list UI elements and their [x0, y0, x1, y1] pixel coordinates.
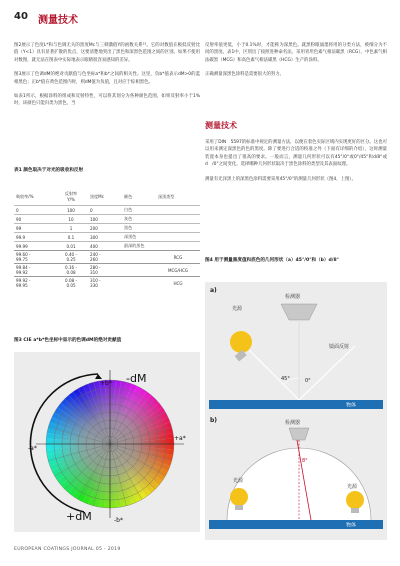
fig4-b-detector-label: 检测器 [285, 420, 301, 426]
figure4-panel [205, 282, 387, 540]
table-cell [122, 251, 156, 264]
plus-b-label: +b* [100, 380, 112, 387]
table-cell: 0 [14, 206, 54, 215]
table-cell [156, 224, 200, 233]
table-cell: 0.1 [54, 233, 88, 242]
fig4-a-label: a) [210, 287, 217, 294]
table1-caption: 表1 颜色取决于对光的吸收和反射 [14, 168, 84, 173]
minus-a-label: -a* [28, 445, 37, 452]
incident-beam [249, 350, 299, 400]
fig4-b-light-label-2: 光源 [347, 484, 358, 490]
figure3-color-wheel [14, 352, 200, 532]
table1-header-type: 深黑类型 [158, 193, 175, 199]
section-header-title: 测量技术 [38, 15, 78, 26]
table-cell: 99.99 [14, 242, 54, 251]
fig4-a-light-label: 光源 [232, 306, 243, 312]
table-cell: 100 [88, 215, 122, 224]
light-bulb-icon-b2 [346, 491, 364, 509]
table-cell: 0.16 - 0.08 [54, 264, 88, 277]
table-cell [122, 264, 156, 277]
right-paragraph-1: 反射率值更低，小于0.1%时，才能称为深黑色。就黑粉眼涌墨将用的分类方法，被细分为不同的黑度。表1中，区别出了按照进种命名法，采用青坦色素气相法碳黑（RCG）、中色素气相法碳黑（MCG）和高色素气相法碳黑（HCG）生产的涂料。 [205, 43, 387, 63]
fig4-angle-45: 45° [281, 376, 290, 382]
table-cell: 400 [88, 242, 122, 251]
table-cell: 1 [54, 224, 88, 233]
object-bar-b [209, 520, 383, 529]
table-cell: 10 [54, 215, 88, 224]
object-bar-a [209, 400, 383, 409]
table-cell: 240 - 260 [88, 251, 122, 264]
table-cell: 300 [88, 233, 122, 242]
table-row [14, 224, 200, 233]
table-cell: RCG [156, 251, 200, 264]
table-cell: 200 [88, 224, 122, 233]
right-column-text [205, 42, 387, 86]
light-bulb-icon-b [230, 488, 248, 506]
table-row [14, 215, 200, 224]
table-cell: 99.84 - 99.92 [14, 264, 54, 277]
table-cell [122, 277, 156, 290]
table-row [14, 206, 200, 215]
table-cell: 最深的黑色 [122, 242, 156, 251]
right-paragraph-2: 正确测量深黑色涂料是需要很大的努力。 [205, 72, 285, 78]
page-footer: EUROPEAN COATINGS JOURNAL 05 - 2019 [14, 547, 121, 552]
table-cell [156, 233, 200, 242]
table1-header-row [14, 190, 200, 206]
table-cell: 280 - 310 [88, 264, 122, 277]
table-cell: 100 [54, 206, 88, 215]
minus-dm-label: -dM [126, 372, 147, 385]
table-cell: MCG/HCG [156, 264, 200, 277]
table-cell: 黑色 [122, 224, 156, 233]
table1-header-reflect: 反射率 Y/% [64, 191, 78, 202]
figure4-caption: 图4 用于测量黑度值和底色的几何形状（a）45°/0°和（b）d/8° [205, 258, 339, 263]
figure3-panel [14, 352, 200, 532]
fig4-mirror-label: 镜面反射 [329, 344, 350, 350]
light-bulb-base-b [235, 505, 243, 510]
table-cell: 0 [88, 206, 122, 215]
detector-icon-b [289, 428, 309, 440]
table-cell: 0.40 - 0.25 [54, 251, 88, 264]
light-bulb-base-b2 [351, 508, 359, 513]
left-paragraph-3: 如表1所示，根据涂料的组成和反射特性，可以将其划分为各种颜色范围，如果反射率小于1%时，该颜色只能归类为黑色，当 [14, 94, 200, 107]
fig4-angle-0: 0° [305, 378, 311, 384]
left-paragraph-2: 图3展示了色调dM的绝对贡献值与色坐标a*和b*之间的相关性。这里，负b*值表示dM>0的蓝相黑色；正b*值在黄色范围内时，则dM值为负值，且对应于棕相黑色。 [14, 72, 200, 85]
table-cell: 99.92 - 99.95 [14, 277, 54, 290]
table-cell: 0.01 [54, 242, 88, 251]
table-row [14, 233, 200, 242]
fig4-b-light-label: 光源 [233, 478, 244, 484]
table-cell [156, 206, 200, 215]
table-cell [156, 242, 200, 251]
right-paragraph-4: 测量有光泽黑上的深黑色涂料需要采用45°/0°的测量几何形状（图4，上图）。 [205, 176, 356, 182]
detector-icon [281, 304, 317, 320]
right-column-text-2 [205, 139, 387, 190]
table-cell: 0.08 - 0.05 [54, 277, 88, 290]
right-paragraph-3: 采用了DIN 5597的标准中规定的测量方法，以便在着色实际区域内实现更好的区分。这也可以用来测定深黑色的色的黑度。除了要进行合适的校准之外（下面有详细的介绍），这时测量装置本身也提出了很高的要求。一般而言，测量几何形状可以有45°/0°或0°/45°和d/8°或d /0°之间变化。选择哪种几何形状取决于黑色涂料的类型及其表面纹理。 [205, 140, 387, 168]
figure3-caption: 图3 CIE a*b*色坐标中显示的色调dM的绝对贡献值 [14, 338, 122, 343]
table1-header-color: 颜色 [124, 193, 133, 199]
table-row [14, 264, 200, 277]
table-cell: 深黑色 [122, 233, 156, 242]
table-cell: 99 [14, 224, 54, 233]
section-heading-measurement: 测量技术 [205, 121, 237, 130]
left-paragraph-1: 图2展示了色度L*和与色调无关的黑度Mc与三刺激值Y的函数关系¹⁵。它的对数值在极低反射比值（Y<1）具有显著扩散的优点，这要清楚地突出了黑色和深黑色范围之间的区别。如果不使用对数图，就无法在图表中实际地表示眼睛很容易感知的差异。 [14, 43, 200, 63]
plus-dm-label: +dM [66, 510, 92, 523]
fig4-object-a: 物体 [346, 402, 357, 409]
left-column-text [14, 42, 200, 115]
fig4-object-b: 物体 [346, 522, 357, 529]
table-row [14, 242, 200, 251]
minus-b-label: -b* [114, 517, 123, 524]
light-bulb-icon [230, 331, 252, 353]
table-cell: 99.9 [14, 233, 54, 242]
fig4-angle-8: 8° [302, 458, 308, 464]
table1-header-absorb: 吸收率/% [16, 193, 34, 199]
table-cell [156, 215, 200, 224]
table-cell: 灰色 [122, 215, 156, 224]
table-row [14, 277, 200, 290]
table-cell: 99.60 - 99.75 [14, 251, 54, 264]
table1-header-mc: 黑度Mc [90, 193, 104, 199]
plus-a-label: +a* [174, 435, 186, 442]
table-row [14, 251, 200, 264]
page-number: 40 [14, 11, 28, 22]
table-cell: 310 - 330 [88, 277, 122, 290]
fig4-a-detector-label: 检测器 [285, 294, 301, 300]
figure4-diagram [205, 282, 387, 540]
specular-beam [299, 346, 355, 400]
fig4-b-label: b) [210, 417, 218, 424]
table1 [14, 190, 200, 290]
table-cell: 90 [14, 215, 54, 224]
table-cell: HCG [156, 277, 200, 290]
table-cell: 白色 [122, 206, 156, 215]
